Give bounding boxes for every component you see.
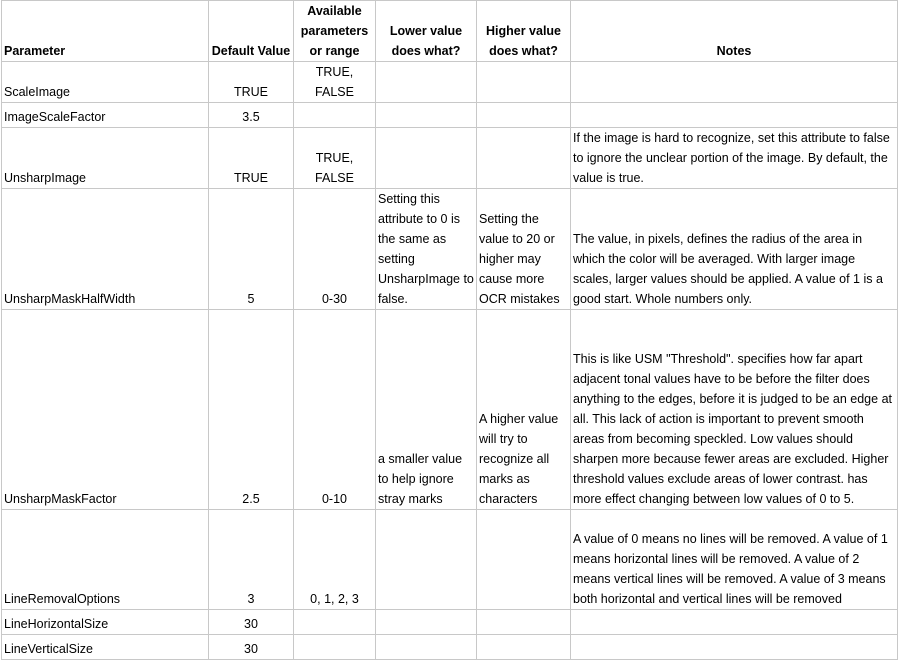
table-row <box>2 610 898 635</box>
lower-cell <box>376 103 477 128</box>
higher-cell <box>477 610 571 635</box>
notes-cell <box>571 62 898 103</box>
param-cell: LineVerticalSize <box>2 635 209 660</box>
range-cell: 0-30 <box>294 189 376 310</box>
default-cell: 30 <box>209 610 294 635</box>
lower-cell <box>376 62 477 103</box>
lower-cell <box>376 610 477 635</box>
default-cell: 30 <box>209 635 294 660</box>
param-cell: ScaleImage <box>2 62 209 103</box>
range-cell <box>294 635 376 660</box>
table-row <box>2 189 898 310</box>
higher-cell <box>477 103 571 128</box>
range-cell: 0, 1, 2, 3 <box>294 510 376 610</box>
higher-cell <box>477 635 571 660</box>
notes-cell: A value of 0 means no lines will be removed. A value of 1 means horizontal lines will be removed. A value of 2 means vertical lines will be removed. A value of 3 means both horizontal and vertical lines will be removed <box>571 510 898 610</box>
notes-cell: This is like USM "Threshold". specifies how far apart adjacent tonal values have to be before the filter does anything to the edges, before it is judged to be an edge at all. This lack of action is important to prevent smooth areas from becoming speckled. Low values should sharpen more because fewer areas are excluded. Higher threshold values exclude areas of lower contrast. has more effect changing between low values of 0 to 5. <box>571 310 898 510</box>
header-available: Available parameters or range <box>294 1 376 62</box>
higher-cell: Setting the value to 20 or higher may cause more OCR mistakes <box>477 189 571 310</box>
param-cell: UnsharpImage <box>2 128 209 189</box>
higher-cell: A higher value will try to recognize all marks as characters <box>477 310 571 510</box>
param-cell: LineHorizontalSize <box>2 610 209 635</box>
notes-cell: If the image is hard to recognize, set this attribute to false to ignore the unclear portion of the image. By default, the value is true. <box>571 128 898 189</box>
default-cell: TRUE <box>209 62 294 103</box>
notes-cell <box>571 610 898 635</box>
table-row <box>2 103 898 128</box>
table-row <box>2 128 898 189</box>
table-row <box>2 510 898 610</box>
range-cell <box>294 103 376 128</box>
header-higher: Higher value does what? <box>477 1 571 62</box>
header-row <box>2 1 898 62</box>
notes-cell: The value, in pixels, defines the radius of the area in which the color will be averaged. With larger image scales, larger values should be applied. A value of 1 is a good start. Whole numbers only. <box>571 189 898 310</box>
table-row <box>2 310 898 510</box>
higher-cell <box>477 62 571 103</box>
range-cell: 0-10 <box>294 310 376 510</box>
default-cell: 3.5 <box>209 103 294 128</box>
lower-cell <box>376 128 477 189</box>
header-notes: Notes <box>571 1 898 62</box>
param-cell: ImageScaleFactor <box>2 103 209 128</box>
param-cell: UnsharpMaskFactor <box>2 310 209 510</box>
header-default-value: Default Value <box>209 1 294 62</box>
notes-cell <box>571 103 898 128</box>
lower-cell: Setting this attribute to 0 is the same as setting UnsharpImage to false. <box>376 189 477 310</box>
default-cell: 5 <box>209 189 294 310</box>
range-cell: TRUE, FALSE <box>294 128 376 189</box>
default-cell: 3 <box>209 510 294 610</box>
higher-cell <box>477 510 571 610</box>
lower-cell <box>376 635 477 660</box>
range-cell: TRUE, FALSE <box>294 62 376 103</box>
default-cell: TRUE <box>209 128 294 189</box>
notes-cell <box>571 635 898 660</box>
lower-cell <box>376 510 477 610</box>
parameter-table <box>1 0 898 660</box>
higher-cell <box>477 128 571 189</box>
param-cell: UnsharpMaskHalfWidth <box>2 189 209 310</box>
table-row <box>2 635 898 660</box>
lower-cell: a smaller value to help ignore stray marks <box>376 310 477 510</box>
param-cell: LineRemovalOptions <box>2 510 209 610</box>
range-cell <box>294 610 376 635</box>
table-row <box>2 62 898 103</box>
header-lower: Lower value does what? <box>376 1 477 62</box>
default-cell: 2.5 <box>209 310 294 510</box>
header-parameter: Parameter <box>2 1 209 62</box>
